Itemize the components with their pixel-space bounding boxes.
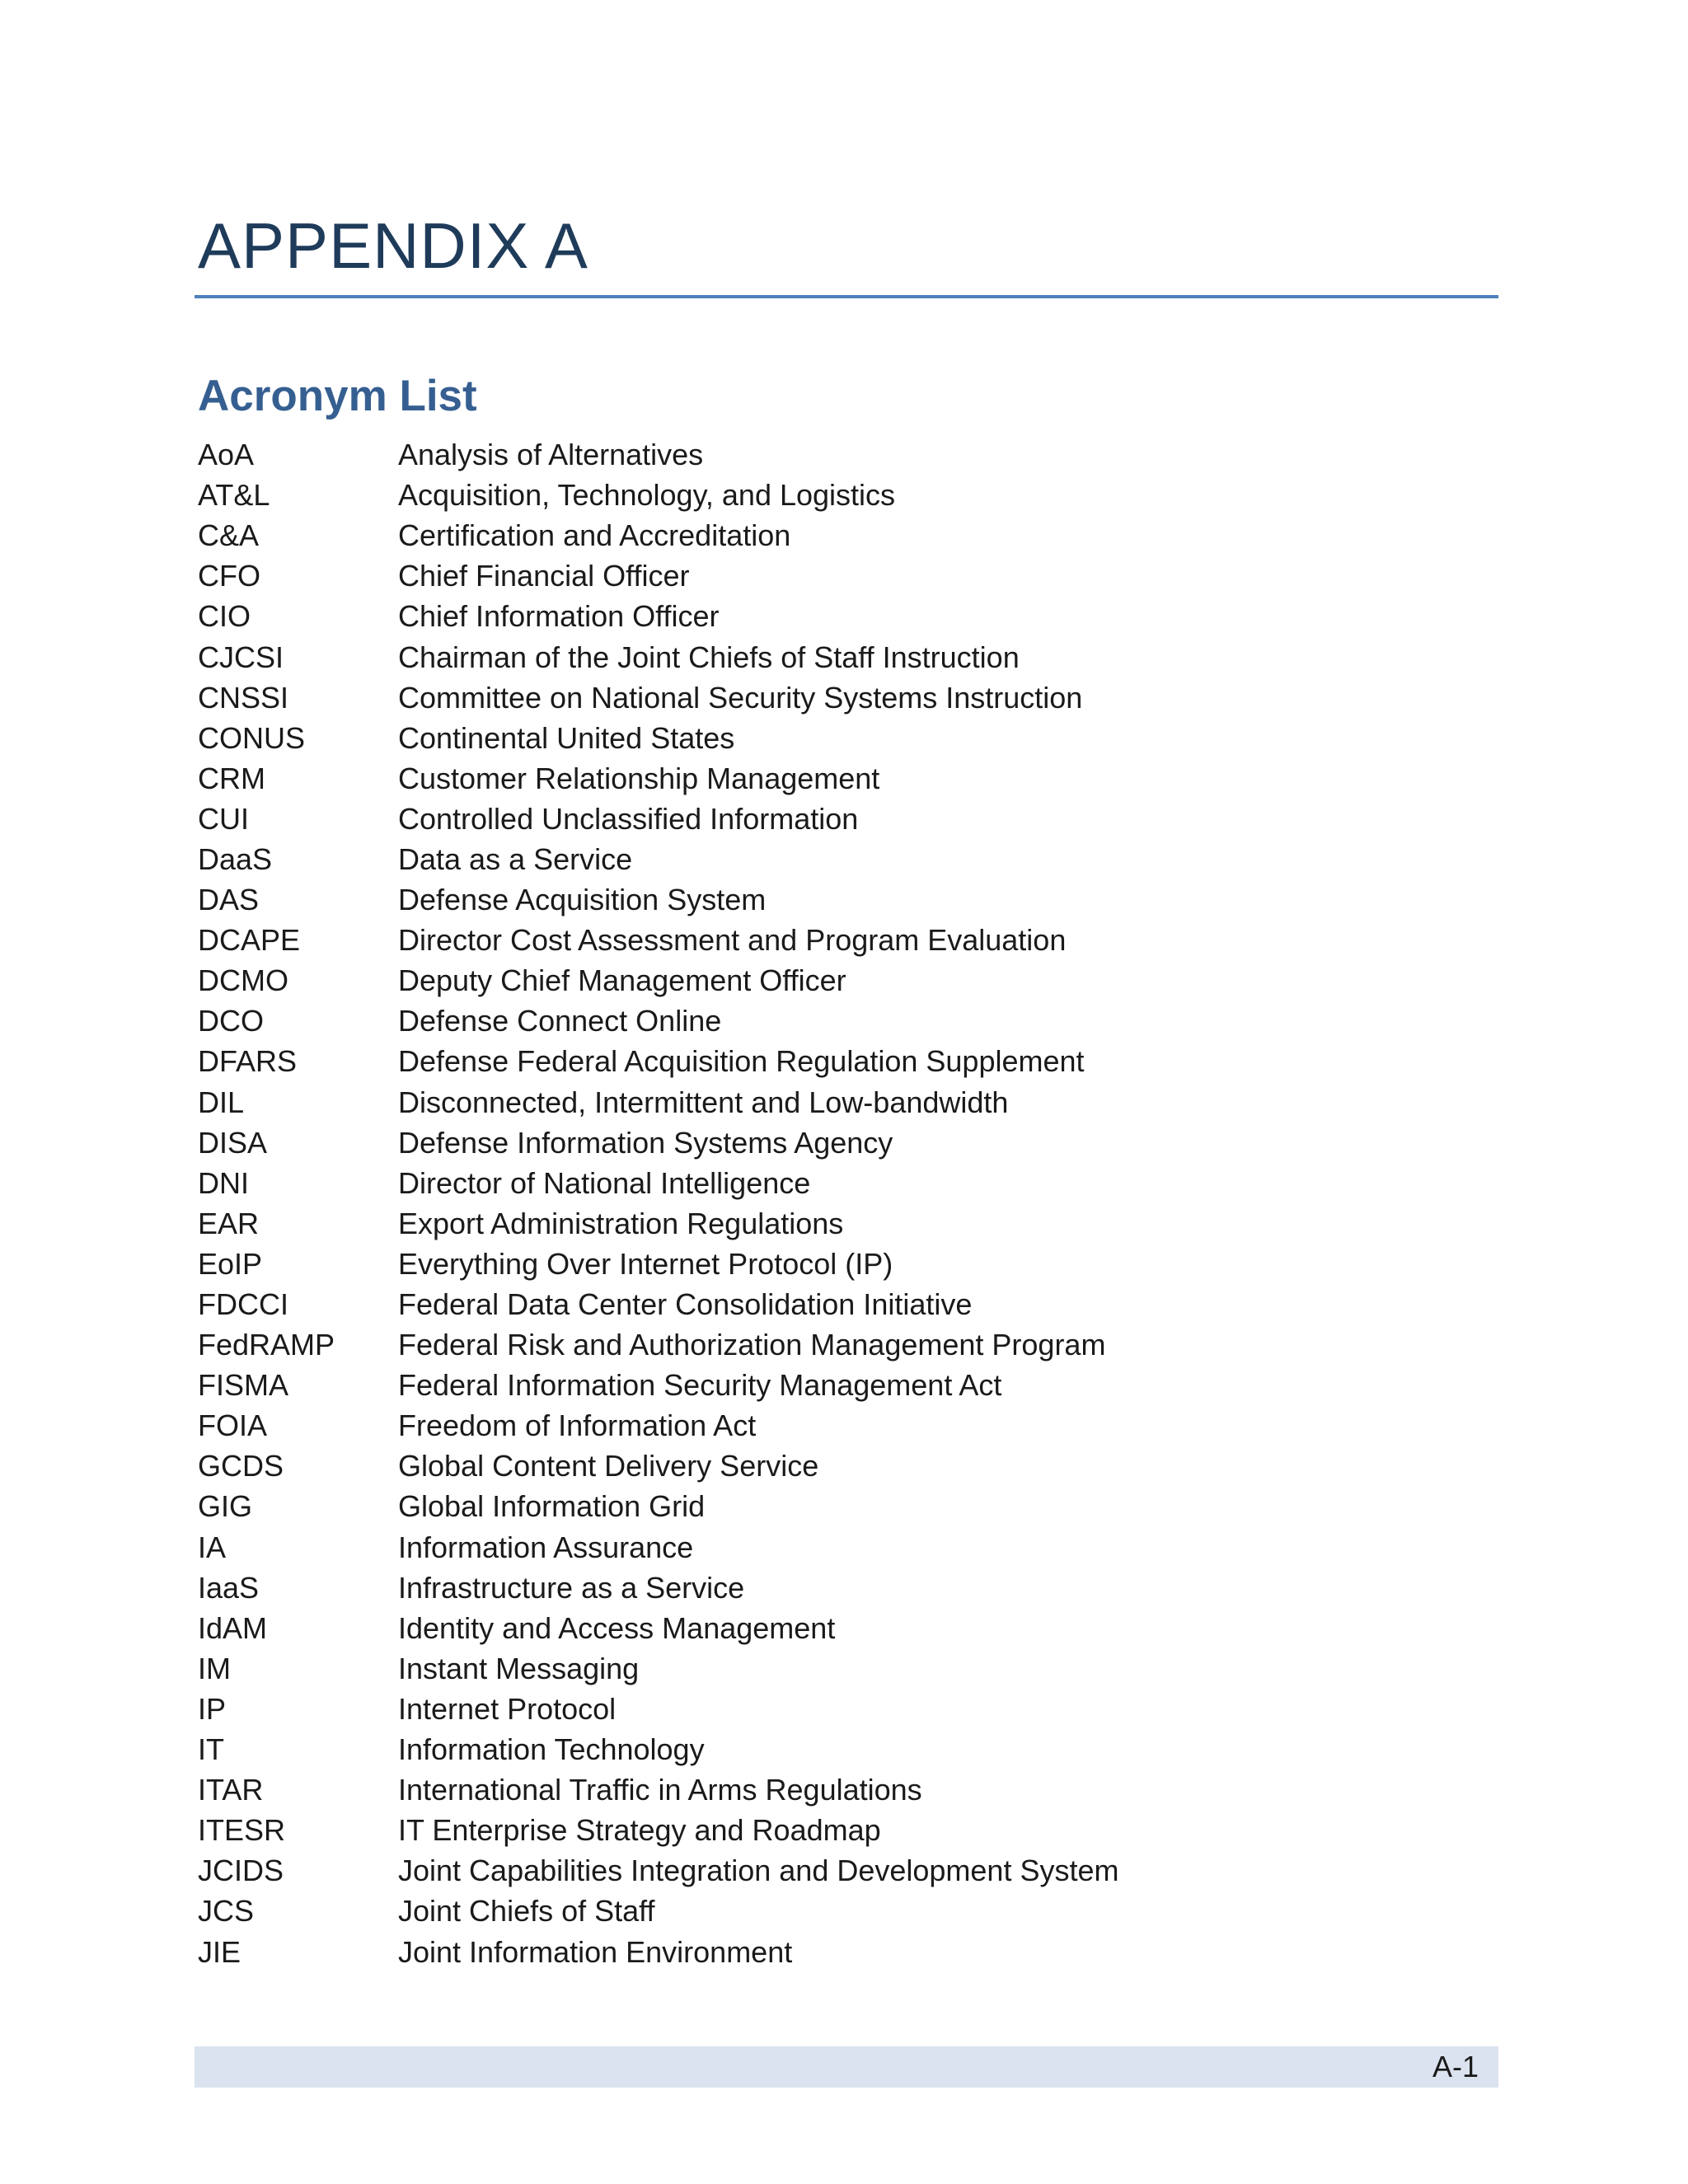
acronym-term: GIG <box>198 1489 253 1524</box>
acronym-row <box>198 1486 1467 1526</box>
acronym-definition: Joint Chiefs of Staff <box>398 1894 655 1929</box>
acronym-definition: Defense Connect Online <box>398 1004 722 1038</box>
acronym-term: FISMA <box>198 1368 289 1403</box>
acronym-row <box>198 636 1467 677</box>
acronym-term: DCAPE <box>198 923 301 958</box>
acronym-definition: Director Cost Assessment and Program Evaluation <box>398 923 1067 958</box>
acronym-definition: Federal Risk and Authorization Management Program <box>398 1328 1106 1362</box>
acronym-row <box>198 1648 1467 1689</box>
page-number: A-1 <box>1432 2050 1479 2083</box>
acronym-row <box>198 1769 1467 1810</box>
acronym-row <box>198 1244 1467 1284</box>
acronym-row <box>198 1203 1467 1244</box>
acronym-definition: Information Technology <box>398 1732 705 1767</box>
acronym-definition: Internet Protocol <box>398 1691 617 1726</box>
acronym-row <box>198 1365 1467 1405</box>
acronym-term: AoA <box>198 438 255 472</box>
acronym-row <box>198 960 1467 1001</box>
acronym-definition: Federal Data Center Consolidation Initiative <box>398 1287 973 1322</box>
acronym-definition: Chief Information Officer <box>398 599 720 634</box>
acronym-definition: Disconnected, Intermittent and Low-bandwidth <box>398 1085 1009 1119</box>
acronym-term: JIE <box>198 1934 241 1969</box>
acronym-term: JCS <box>198 1894 255 1929</box>
acronym-definition: Global Information Grid <box>398 1489 706 1524</box>
acronym-definition: Data as a Service <box>398 841 633 876</box>
acronym-definition: Certification and Accreditation <box>398 518 791 553</box>
acronym-definition: Deputy Chief Management Officer <box>398 963 846 998</box>
acronym-term: DCMO <box>198 963 288 998</box>
acronym-definition: Controlled Unclassified Information <box>398 801 859 836</box>
acronym-row <box>198 1041 1467 1081</box>
acronym-term: FOIA <box>198 1408 268 1443</box>
acronym-term: CUI <box>198 801 249 836</box>
acronym-term: CJCSI <box>198 640 284 674</box>
acronym-definition: Chairman of the Joint Chiefs of Staff Instruction <box>398 640 1020 674</box>
section-heading: Acronym List <box>198 372 477 420</box>
acronym-term: ITAR <box>198 1773 264 1807</box>
acronym-term: ITESR <box>198 1813 286 1848</box>
acronym-term: EAR <box>198 1206 260 1240</box>
acronym-term: CIO <box>198 599 251 634</box>
acronym-term: DAS <box>198 883 260 917</box>
acronym-term: CNSSI <box>198 680 289 715</box>
acronym-row <box>198 434 1467 475</box>
acronym-row <box>198 677 1467 718</box>
acronym-definition: Joint Capabilities Integration and Development System <box>398 1854 1119 1888</box>
acronym-definition: International Traffic in Arms Regulations <box>398 1773 922 1807</box>
acronym-term: C&A <box>198 518 260 553</box>
acronym-row <box>198 1446 1467 1486</box>
acronym-term: CRM <box>198 761 265 795</box>
acronym-definition: Defense Federal Acquisition Regulation Supplement <box>398 1044 1085 1079</box>
page-footer <box>195 2046 1498 2088</box>
acronym-row <box>198 1001 1467 1041</box>
acronym-row <box>198 1850 1467 1891</box>
acronym-definition: Federal Information Security Management Act <box>398 1368 1002 1403</box>
acronym-row <box>198 1284 1467 1324</box>
acronym-term: GCDS <box>198 1449 284 1483</box>
acronym-list <box>198 434 1467 1972</box>
acronym-definition: Defense Acquisition System <box>398 883 767 917</box>
acronym-term: DNI <box>198 1165 249 1200</box>
acronym-row <box>198 475 1467 515</box>
acronym-term: DISA <box>198 1125 268 1160</box>
acronym-row <box>198 1122 1467 1163</box>
acronym-term: DIL <box>198 1085 245 1119</box>
acronym-definition: Global Content Delivery Service <box>398 1449 819 1483</box>
acronym-term: IaaS <box>198 1570 260 1605</box>
acronym-row <box>198 1163 1467 1203</box>
acronym-term: AT&L <box>198 478 270 513</box>
acronym-term: DCO <box>198 1004 264 1038</box>
acronym-definition: Everything Over Internet Protocol (IP) <box>398 1246 893 1281</box>
acronym-definition: Customer Relationship Management <box>398 761 880 795</box>
acronym-definition: Analysis of Alternatives <box>398 438 704 472</box>
acronym-definition: Export Administration Regulations <box>398 1206 844 1240</box>
acronym-definition: Instant Messaging <box>398 1651 640 1685</box>
acronym-row <box>198 799 1467 839</box>
acronym-definition: IT Enterprise Strategy and Roadmap <box>398 1813 881 1848</box>
acronym-term: FedRAMP <box>198 1328 335 1362</box>
acronym-definition: Information Assurance <box>398 1530 694 1564</box>
acronym-row <box>198 1082 1467 1122</box>
acronym-definition: Joint Information Environment <box>398 1934 793 1969</box>
acronym-row <box>198 718 1467 758</box>
acronym-row <box>198 1891 1467 1931</box>
acronym-row <box>198 879 1467 920</box>
acronym-definition: Defense Information Systems Agency <box>398 1125 893 1160</box>
acronym-term: IM <box>198 1651 231 1685</box>
acronym-row <box>198 1608 1467 1648</box>
acronym-definition: Committee on National Security Systems Instruction <box>398 680 1083 715</box>
acronym-row <box>198 1729 1467 1769</box>
acronym-term: IdAM <box>198 1610 268 1645</box>
acronym-row <box>198 839 1467 879</box>
acronym-row <box>198 1689 1467 1729</box>
acronym-row <box>198 515 1467 555</box>
acronym-definition: Chief Financial Officer <box>398 559 690 593</box>
acronym-row <box>198 1810 1467 1850</box>
acronym-definition: Continental United States <box>398 720 735 755</box>
acronym-term: IP <box>198 1691 227 1726</box>
acronym-row <box>198 920 1467 960</box>
acronym-term: IA <box>198 1530 227 1564</box>
acronym-row <box>198 1568 1467 1608</box>
acronym-term: FDCCI <box>198 1287 288 1322</box>
acronym-definition: Acquisition, Technology, and Logistics <box>398 478 896 513</box>
acronym-row <box>198 1324 1467 1365</box>
acronym-row <box>198 1931 1467 1971</box>
acronym-definition: Identity and Access Management <box>398 1610 836 1645</box>
acronym-row <box>198 1527 1467 1568</box>
acronym-term: CFO <box>198 559 260 593</box>
acronym-row <box>198 1405 1467 1446</box>
acronym-row <box>198 555 1467 596</box>
acronym-term: DFARS <box>198 1044 298 1079</box>
acronym-term: DaaS <box>198 841 273 876</box>
acronym-term: EoIP <box>198 1246 263 1281</box>
acronym-definition: Infrastructure as a Service <box>398 1570 745 1605</box>
appendix-title: APPENDIX A <box>198 209 588 282</box>
acronym-definition: Freedom of Information Act <box>398 1408 757 1443</box>
acronym-definition: Director of National Intelligence <box>398 1165 811 1200</box>
acronym-term: CONUS <box>198 720 306 755</box>
acronym-term: IT <box>198 1732 224 1767</box>
acronym-row <box>198 758 1467 799</box>
title-divider <box>195 295 1498 298</box>
acronym-row <box>198 596 1467 636</box>
acronym-term: JCIDS <box>198 1854 284 1888</box>
